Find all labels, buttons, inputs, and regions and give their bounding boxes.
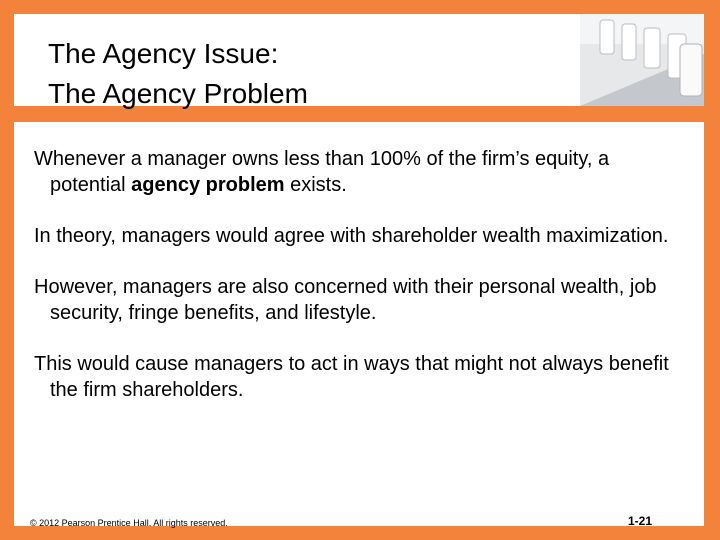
bullet-emphasis: agency problem bbox=[131, 174, 285, 196]
footer bbox=[14, 498, 704, 526]
bullet-item bbox=[34, 274, 674, 326]
copyright-notice: © 2012 Pearson Prentice Hall. All rights reserved. bbox=[30, 518, 228, 528]
bullet-text: Whenever a manager owns less than 100% of the firm’s equity, a potential bbox=[34, 148, 610, 196]
bullet-item bbox=[34, 146, 674, 198]
content-area bbox=[14, 122, 704, 498]
boardroom-photo bbox=[580, 14, 704, 106]
bullet-item bbox=[34, 223, 674, 249]
slide-title-line-1: The Agency Issue: bbox=[48, 38, 279, 69]
slide-title bbox=[48, 34, 308, 114]
bullet-text: In theory, managers would agree with shareholder wealth maximization. bbox=[34, 225, 669, 247]
title-area bbox=[14, 14, 580, 109]
boardroom-chairs-image bbox=[580, 14, 704, 106]
bullet-item bbox=[34, 351, 674, 403]
bullet-text: exists. bbox=[284, 174, 347, 196]
bullet-list bbox=[34, 146, 674, 428]
bullet-text: This would cause managers to act in ways that might not always benefit the firm shareholders. bbox=[34, 353, 669, 401]
bullet-text: However, managers are also concerned with their personal wealth, job security, fringe benefits, and lifestyle. bbox=[34, 276, 657, 324]
slide-title-line-2: The Agency Problem bbox=[48, 78, 308, 109]
slide-number: 1-21 bbox=[627, 514, 652, 528]
